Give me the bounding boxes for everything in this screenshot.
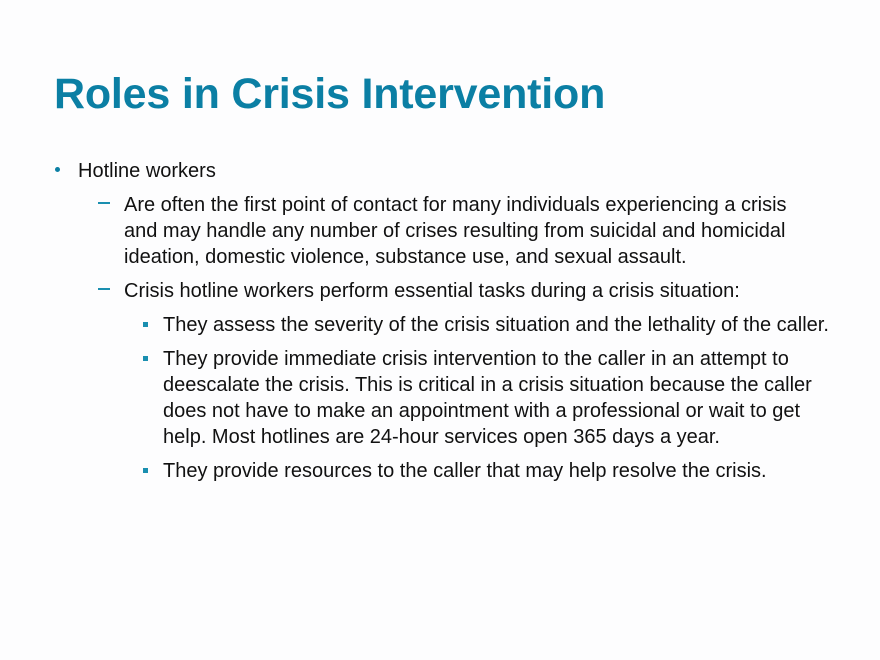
bullet-text: They provide immediate crisis intervention to the caller in an attempt to deescalate the crisis. This is critical in a crisis situation because the caller does not have to make an appointment with a professional or wait to get help. Most hotlines are 24-hour services open 365 days a year. xyxy=(163,348,812,448)
square-icon xyxy=(143,322,148,327)
dash-icon xyxy=(98,288,110,290)
bullet-item-level2 xyxy=(0,192,824,270)
square-icon xyxy=(143,468,148,473)
bullet-text: Crisis hotline workers perform essential tasks during a crisis situation: xyxy=(124,280,740,302)
bullet-text: Hotline workers xyxy=(78,160,216,182)
bullet-item-level2 xyxy=(0,278,824,304)
bullet-item-level3 xyxy=(0,312,833,338)
bullet-item-level3 xyxy=(0,458,833,484)
dash-icon xyxy=(98,202,110,204)
bullet-text: Are often the first point of contact for many individuals experiencing a crisis and may handle any number of crises resulting from suicidal and homicidal ideation, domestic violence, substance use, and sexual assault. xyxy=(124,194,787,268)
slide-title: Roles in Crisis Intervention xyxy=(54,70,606,118)
bullet-text: They assess the severity of the crisis situation and the lethality of the caller. xyxy=(163,314,829,336)
slide-body xyxy=(0,158,880,484)
dot-icon xyxy=(55,167,60,172)
bullet-item-level1 xyxy=(0,158,838,184)
bullet-item-level3 xyxy=(0,346,833,450)
square-icon xyxy=(143,356,148,361)
bullet-text: They provide resources to the caller that may help resolve the crisis. xyxy=(163,460,767,482)
